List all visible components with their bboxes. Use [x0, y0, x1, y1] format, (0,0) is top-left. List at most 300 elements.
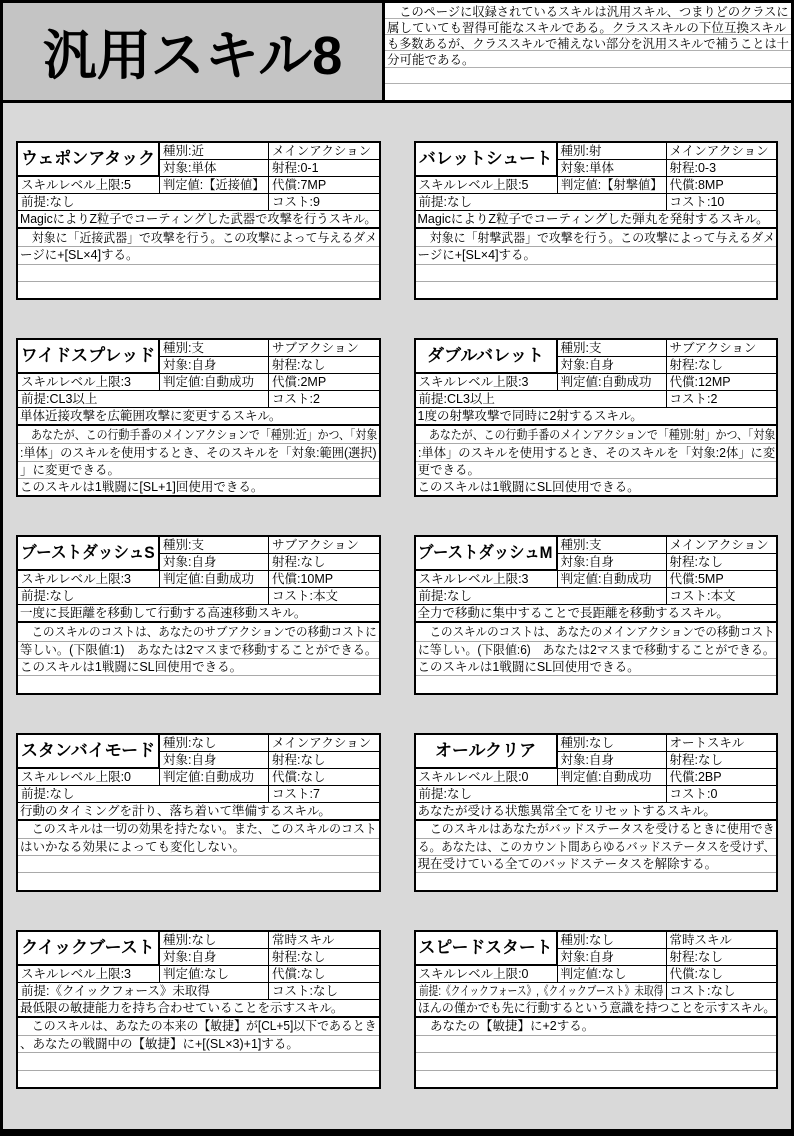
stat-label: 種別:: [163, 538, 192, 553]
stat-label: 種別:: [163, 735, 192, 750]
skill-flavor-text: あなたが受ける状態異常全てをリセットするスキル。: [416, 803, 777, 821]
stat-value: 10: [710, 195, 725, 209]
skill-effect-line: はいかなる効果によっても変化しない。: [18, 838, 379, 855]
stat-value: なし: [446, 195, 472, 209]
skill-effect-line: [416, 264, 777, 281]
skill-cost: [269, 786, 379, 803]
stat-value: 10MP: [300, 572, 334, 587]
skill-check-value: [558, 966, 667, 983]
skill-prerequisite: [18, 194, 269, 211]
skill-check-value: [160, 571, 269, 588]
skill-prerequisite: [18, 588, 269, 605]
stat-label: コスト:: [669, 195, 711, 209]
skill-effect-line: 更できる。: [416, 461, 777, 478]
skill-action-timing: 常時スキル: [667, 932, 777, 949]
stat-label: 代償:: [669, 178, 698, 192]
stat-label: 前提:: [418, 392, 447, 407]
skill-effect-line: [416, 675, 777, 692]
stat-label: 種別:: [560, 735, 589, 750]
stat-value: 0: [710, 786, 718, 801]
skill-cost: [269, 391, 379, 408]
stat-label: 対象:: [163, 555, 192, 570]
stat-value: 2BP: [697, 769, 722, 784]
stat-label: 判定値:: [163, 178, 204, 192]
stat-label: コスト:: [669, 392, 711, 407]
skill-card: [414, 535, 779, 694]
skill-prerequisite: [18, 786, 269, 803]
skill-name: オールクリア: [416, 735, 558, 769]
stat-value: なし: [446, 786, 472, 801]
skill-effect-line: 対象に「近接武器」で攻撃を行う。この攻撃によって与えるダメ: [20, 230, 378, 245]
skill-effect-line: る。あなたは、このカウント間あらゆるバッドステータスを受けず、: [416, 838, 777, 855]
intro-line: このページに収録されているスキルは汎用スキル、つまりどのクラスに: [385, 3, 791, 19]
skill-prerequisite: [416, 786, 667, 803]
skill-effect-line: [416, 1052, 777, 1069]
skill-effect-line: このスキルは、あなたの本来の【敏捷】が[CL+5]以下であるとき: [20, 1019, 377, 1034]
skill-effect-line: ージに+[SL×4]する。: [416, 246, 777, 263]
stat-label: 種別:: [560, 932, 589, 947]
skill-card: [16, 338, 381, 497]
stat-label: スキルレベル上限:: [21, 375, 125, 390]
stat-value: なし: [191, 932, 217, 947]
stat-label: 対象:: [560, 161, 589, 175]
stat-label: 射程:: [272, 555, 301, 570]
skill-check-value: [160, 374, 269, 391]
skill-target: [160, 554, 269, 571]
stat-label: 代償:: [669, 572, 698, 587]
stat-value: なし: [601, 966, 627, 981]
skill-effect-line: :単体」のスキルを使用するとき、そのスキルを「対象:2体」に変: [416, 443, 777, 460]
stat-label: コスト:: [669, 589, 711, 604]
stat-value: 支: [588, 341, 602, 356]
stat-label: 種別:: [163, 341, 192, 356]
stat-value: 自身: [588, 752, 614, 767]
skill-price: [269, 966, 379, 983]
skill-name: ブーストダッシュM: [416, 537, 558, 571]
skill-flavor-text: MagicによりZ粒子でコーティングした武器で攻撃を行うスキル。: [18, 211, 379, 229]
stat-value: なし: [300, 555, 326, 570]
skill-level-cap: [18, 966, 160, 983]
skill-range: [667, 554, 777, 571]
skill-name: クイックブースト: [18, 932, 160, 966]
skill-prerequisite: [18, 983, 269, 1000]
skill-target: [160, 160, 269, 177]
stat-label: 代償:: [272, 178, 301, 192]
skill-price: [269, 177, 379, 194]
stat-label: 前提:: [418, 195, 447, 209]
skill-action-timing: 常時スキル: [269, 932, 379, 949]
stat-value: なし: [710, 983, 736, 998]
skill-action-timing: サブアクション: [269, 340, 379, 357]
skill-cost: [667, 588, 777, 605]
skill-card: [16, 930, 381, 1089]
skill-cost: [269, 194, 379, 211]
skill-type: [558, 143, 667, 160]
skill-range: [667, 949, 777, 966]
stat-value: 8MP: [697, 178, 724, 192]
stat-value: 自身: [191, 752, 217, 767]
stat-value: なし: [49, 786, 75, 801]
stat-label: 代償:: [272, 375, 301, 390]
stat-value: なし: [300, 358, 326, 373]
stat-value: なし: [697, 555, 723, 570]
skill-range: [269, 160, 379, 177]
stat-label: 種別:: [163, 144, 192, 158]
skill-effect-line: [18, 1052, 379, 1069]
skill-prerequisite: [18, 391, 269, 408]
stat-value: なし: [203, 966, 229, 981]
skill-flavor-text: ほんの僅かでも先に行動するという意識を持つことを示すスキル。: [416, 1000, 777, 1018]
stat-value: 自身: [191, 358, 217, 373]
stat-label: 判定値:: [560, 966, 602, 981]
skill-prerequisite: [416, 983, 667, 1000]
stat-value: なし: [49, 589, 75, 604]
stat-value: 3: [521, 375, 529, 390]
stat-label: 射程:: [272, 161, 301, 175]
stat-label: 対象:: [163, 752, 192, 767]
stat-label: スキルレベル上限:: [418, 769, 522, 784]
stat-value: 自身: [588, 949, 614, 964]
stat-label: 判定値:: [560, 572, 602, 587]
stat-value: 自動成功: [203, 572, 254, 587]
stat-label: 対象:: [163, 161, 192, 175]
skill-price: [667, 966, 777, 983]
stat-value: 5MP: [697, 572, 724, 587]
stat-label: 判定値:: [560, 375, 602, 390]
stat-label: 射程:: [669, 358, 698, 373]
stat-value: 本文: [312, 589, 338, 604]
skill-effect-line: [416, 281, 777, 298]
skill-effect-line: ージに+[SL×4]する。: [18, 246, 379, 263]
stat-label: スキルレベル上限:: [21, 572, 125, 587]
stat-label: 対象:: [560, 555, 589, 570]
skill-prerequisite: [416, 588, 667, 605]
skill-type: [558, 537, 667, 554]
skill-effect-line: このスキルは1戦闘にSL回使用できる。: [18, 658, 379, 675]
stat-value: なし: [697, 752, 723, 767]
skill-effect-line: [18, 675, 379, 692]
skill-flavor-text: MagicによりZ粒子でコーティングした弾丸を発射するスキル。: [416, 211, 777, 229]
skill-price: [269, 769, 379, 786]
skill-check-value: [558, 374, 667, 391]
stat-label: スキルレベル上限:: [21, 178, 125, 192]
skill-card: [16, 733, 381, 892]
skill-effect-line: あなたが、この行動手番のメインアクションで「種別:射」かつ、「対象: [417, 427, 775, 442]
stat-label: 代償:: [669, 375, 698, 390]
page-title: [3, 3, 385, 100]
skill-type: [160, 340, 269, 357]
stat-value: 2MP: [300, 375, 327, 390]
skill-cost: [269, 983, 379, 1000]
skill-range: [667, 752, 777, 769]
stat-value: 自身: [191, 949, 217, 964]
skill-cost: [667, 786, 777, 803]
skill-flavor-text: 一度に長距離を移動して行動する高速移動スキル。: [18, 605, 379, 623]
skill-target: [160, 949, 269, 966]
skill-effect-line: [18, 872, 379, 889]
stat-label: 前提:: [21, 392, 50, 407]
stat-label: 対象:: [560, 358, 589, 373]
stat-label: コスト:: [272, 589, 313, 604]
stat-value: 7: [312, 786, 320, 801]
stat-value: 単体: [191, 161, 217, 175]
stat-label: 代償:: [272, 572, 301, 587]
stat-value: 【射撃値】: [600, 178, 663, 192]
stat-value: 自身: [588, 555, 614, 570]
skill-card: [414, 141, 779, 300]
intro-box: [385, 3, 791, 100]
stat-value: 5: [521, 178, 529, 192]
stat-value: 《クイックフォース》未取得: [49, 983, 210, 998]
stat-label: 射程:: [272, 358, 301, 373]
skill-name: ブーストダッシュS: [18, 537, 160, 571]
skill-effect-line: [416, 1070, 777, 1087]
stat-value: 2: [312, 392, 320, 407]
skill-type: [160, 735, 269, 752]
stat-value: 自動成功: [601, 375, 652, 390]
skill-cost: [667, 391, 777, 408]
skill-card: [414, 338, 779, 497]
stat-value: 支: [588, 538, 602, 553]
skill-flavor-text: 最低限の敏捷能力を持ち合わせていることを示すスキル。: [18, 1000, 379, 1018]
stat-label: 代償:: [669, 769, 698, 784]
skill-level-cap: [416, 177, 558, 194]
skill-effect-line: [18, 1070, 379, 1087]
skill-price: [667, 769, 777, 786]
stat-value: なし: [300, 949, 326, 964]
skill-effect-line: 対象に「射撃武器」で攻撃を行う。この攻撃によって与えるダメ: [417, 230, 775, 245]
skill-type: [558, 932, 667, 949]
intro-line: 分可能である。: [385, 51, 791, 67]
stat-label: コスト:: [272, 786, 313, 801]
skill-target: [160, 752, 269, 769]
skill-check-value: [558, 177, 667, 194]
skill-level-cap: [18, 571, 160, 588]
skill-price: [269, 374, 379, 391]
stat-value: 自身: [588, 358, 614, 373]
skill-effect-line: [18, 264, 379, 281]
stat-value: 射: [588, 144, 602, 158]
skill-effect-line: 」に変更できる。: [18, 461, 379, 478]
stat-label: 前提:: [21, 195, 50, 209]
skill-card: [16, 535, 381, 694]
skill-type: [558, 735, 667, 752]
skill-effect-line: [18, 855, 379, 872]
stat-label: 射程:: [669, 949, 698, 964]
skill-check-value: [160, 177, 269, 194]
skill-flavor-text: 全力で移動に集中することで長距離を移動するスキル。: [416, 605, 777, 623]
stat-value: 0: [521, 769, 529, 784]
stat-value: なし: [588, 932, 614, 947]
skill-range: [667, 357, 777, 374]
intro-line: も多数あるが、クラススキルで補えない部分を汎用スキルで補うことは十: [385, 35, 791, 51]
skill-level-cap: [416, 966, 558, 983]
intro-line: [385, 84, 791, 100]
skill-action-timing: メインアクション: [667, 143, 777, 160]
stat-value: 《クイックフォース》,《クイックブースト》未取得: [440, 983, 663, 998]
stat-label: 対象:: [163, 358, 192, 373]
skill-price: [667, 374, 777, 391]
skill-effect-line: [416, 872, 777, 889]
stat-value: 自動成功: [203, 375, 254, 390]
skill-check-value: [160, 966, 269, 983]
skill-check-value: [558, 571, 667, 588]
skill-effect-line: 、あなたの戦闘中の【敏捷】に+[(SL×3)+1]する。: [18, 1035, 379, 1052]
skill-name: バレットシュート: [416, 143, 558, 177]
skill-target: [558, 949, 667, 966]
skill-flavor-text: 単体近接攻撃を広範囲攻撃に変更するスキル。: [18, 408, 379, 426]
stat-label: 種別:: [560, 538, 589, 553]
skill-card: [414, 930, 779, 1089]
stat-label: スキルレベル上限:: [21, 769, 125, 784]
stat-label: 判定値:: [163, 769, 204, 784]
skill-name: スピードスタート: [416, 932, 558, 966]
stat-label: コスト:: [272, 195, 313, 209]
skill-name: ワイドスプレッド: [18, 340, 160, 374]
stat-label: コスト:: [669, 983, 711, 998]
skill-effect-line: このスキルは1戦闘にSL回使用できる。: [416, 478, 777, 495]
stat-value: 9: [312, 195, 320, 209]
page-title-text: 汎用スキル8: [42, 26, 343, 86]
stat-label: 判定値:: [560, 178, 601, 192]
skill-effect-line: このスキルのコストは、あなたのメインアクションでの移動コスト: [417, 625, 775, 640]
skill-target: [160, 357, 269, 374]
skill-price: [269, 571, 379, 588]
stat-value: 自動成功: [203, 769, 254, 784]
stat-label: 前提:: [21, 983, 50, 998]
stat-value: CL3以上: [446, 392, 495, 407]
stat-label: 射程:: [669, 752, 698, 767]
stat-label: 前提:: [21, 589, 50, 604]
skill-effect-line: このスキルは一切の効果を持たない。また、このスキルのコスト: [20, 822, 377, 837]
skill-effect-line: あなたが、この行動手番のメインアクションで「種別:近」かつ、「対象: [20, 427, 378, 442]
skill-check-value: [160, 769, 269, 786]
stat-label: 判定値:: [163, 572, 204, 587]
stat-value: CL3以上: [49, 392, 98, 407]
stat-label: 射程:: [272, 949, 301, 964]
skill-effect-line: :単体」のスキルを使用するとき、そのスキルを「対象:範囲(選択): [18, 443, 379, 460]
skill-effect-line: このスキルのコストは、あなたのサブアクションでの移動コストに: [20, 625, 377, 640]
stat-label: 代償:: [669, 966, 698, 981]
stat-label: 前提:: [21, 786, 50, 801]
skill-effect-line: あなたの【敏捷】に+2する。: [417, 1019, 595, 1034]
stat-value: なし: [446, 589, 472, 604]
skill-type: [160, 537, 269, 554]
stat-label: 射程:: [669, 161, 698, 175]
stat-label: 対象:: [560, 752, 589, 767]
stat-value: 近: [191, 144, 204, 158]
skill-level-cap: [416, 571, 558, 588]
stat-label: スキルレベル上限:: [418, 966, 522, 981]
skill-effect-line: [416, 1035, 777, 1052]
skill-action-timing: サブアクション: [667, 340, 777, 357]
skill-effect-line: 現在受けている全てのバッドステータスを解除する。: [416, 855, 777, 872]
skill-price: [667, 571, 777, 588]
stat-label: 判定値:: [163, 966, 204, 981]
skill-effect-line: このスキルは1戦闘に[SL+1]回使用できる。: [18, 478, 379, 495]
skill-type: [160, 143, 269, 160]
stat-value: 本文: [710, 589, 736, 604]
skill-cost: [667, 194, 777, 211]
skill-prerequisite: [416, 194, 667, 211]
skill-effect-line: [18, 281, 379, 298]
stat-label: コスト:: [669, 786, 711, 801]
stat-label: スキルレベル上限:: [21, 966, 125, 981]
stat-value: 3: [124, 572, 131, 587]
skill-name: ウェポンアタック: [18, 143, 160, 177]
skill-effect-line: このスキルは1戦闘にSL回使用できる。: [416, 658, 777, 675]
stat-label: スキルレベル上限:: [418, 178, 522, 192]
skill-range: [269, 752, 379, 769]
skill-target: [558, 752, 667, 769]
skill-type: [160, 932, 269, 949]
skill-level-cap: [416, 769, 558, 786]
skill-effect-line: このスキルはあなたがバッドステータスを受けるときに使用でき: [417, 822, 775, 837]
stat-label: コスト:: [272, 392, 313, 407]
stat-label: 判定値:: [163, 375, 204, 390]
skill-range: [269, 357, 379, 374]
skill-card: [16, 141, 381, 300]
stat-value: 【近接値】: [203, 178, 265, 192]
skill-price: [667, 177, 777, 194]
stat-value: 支: [191, 538, 204, 553]
stat-value: 支: [191, 341, 204, 356]
stat-value: 3: [124, 375, 131, 390]
stat-value: なし: [697, 358, 723, 373]
skill-flavor-text: 行動のタイミングを計り、落ち着いて準備するスキル。: [18, 803, 379, 821]
stat-value: 0-3: [697, 161, 717, 175]
stat-value: なし: [300, 769, 326, 784]
stat-value: 自身: [191, 555, 217, 570]
skill-check-value: [558, 769, 667, 786]
stat-value: なし: [697, 966, 723, 981]
stat-value: 12MP: [697, 375, 731, 390]
stat-value: なし: [697, 949, 723, 964]
skill-action-timing: サブアクション: [269, 537, 379, 554]
skill-effect-line: 等しい。(下限値:1) あなたは2マスまで移動することができる。: [18, 641, 379, 658]
page-header: [3, 3, 791, 103]
skill-target: [558, 554, 667, 571]
stat-value: なし: [300, 752, 326, 767]
skill-type: [558, 340, 667, 357]
skill-level-cap: [18, 374, 160, 391]
stat-label: 代償:: [272, 769, 301, 784]
skill-name: ダブルバレット: [416, 340, 558, 374]
skill-range: [269, 949, 379, 966]
stat-label: 対象:: [163, 949, 192, 964]
skill-action-timing: メインアクション: [269, 735, 379, 752]
stat-label: スキルレベル上限:: [418, 375, 522, 390]
stat-value: 5: [124, 178, 131, 192]
stat-label: 種別:: [163, 932, 192, 947]
intro-line: 属していても習得可能なスキルである。クラススキルの下位互換スキル: [385, 19, 791, 35]
skill-level-cap: [18, 769, 160, 786]
skill-target: [558, 160, 667, 177]
skill-card: [414, 733, 779, 892]
skill-level-cap: [416, 374, 558, 391]
skill-range: [269, 554, 379, 571]
stat-label: 前提:: [418, 786, 447, 801]
stat-value: 3: [124, 966, 131, 981]
skill-name: スタンバイモード: [18, 735, 160, 769]
stat-label: コスト:: [272, 983, 313, 998]
stat-label: 射程:: [272, 752, 301, 767]
skill-range: [667, 160, 777, 177]
stat-value: なし: [191, 735, 217, 750]
stat-label: 射程:: [669, 555, 698, 570]
stat-label: 判定値:: [560, 769, 602, 784]
skill-action-timing: メインアクション: [269, 143, 379, 160]
